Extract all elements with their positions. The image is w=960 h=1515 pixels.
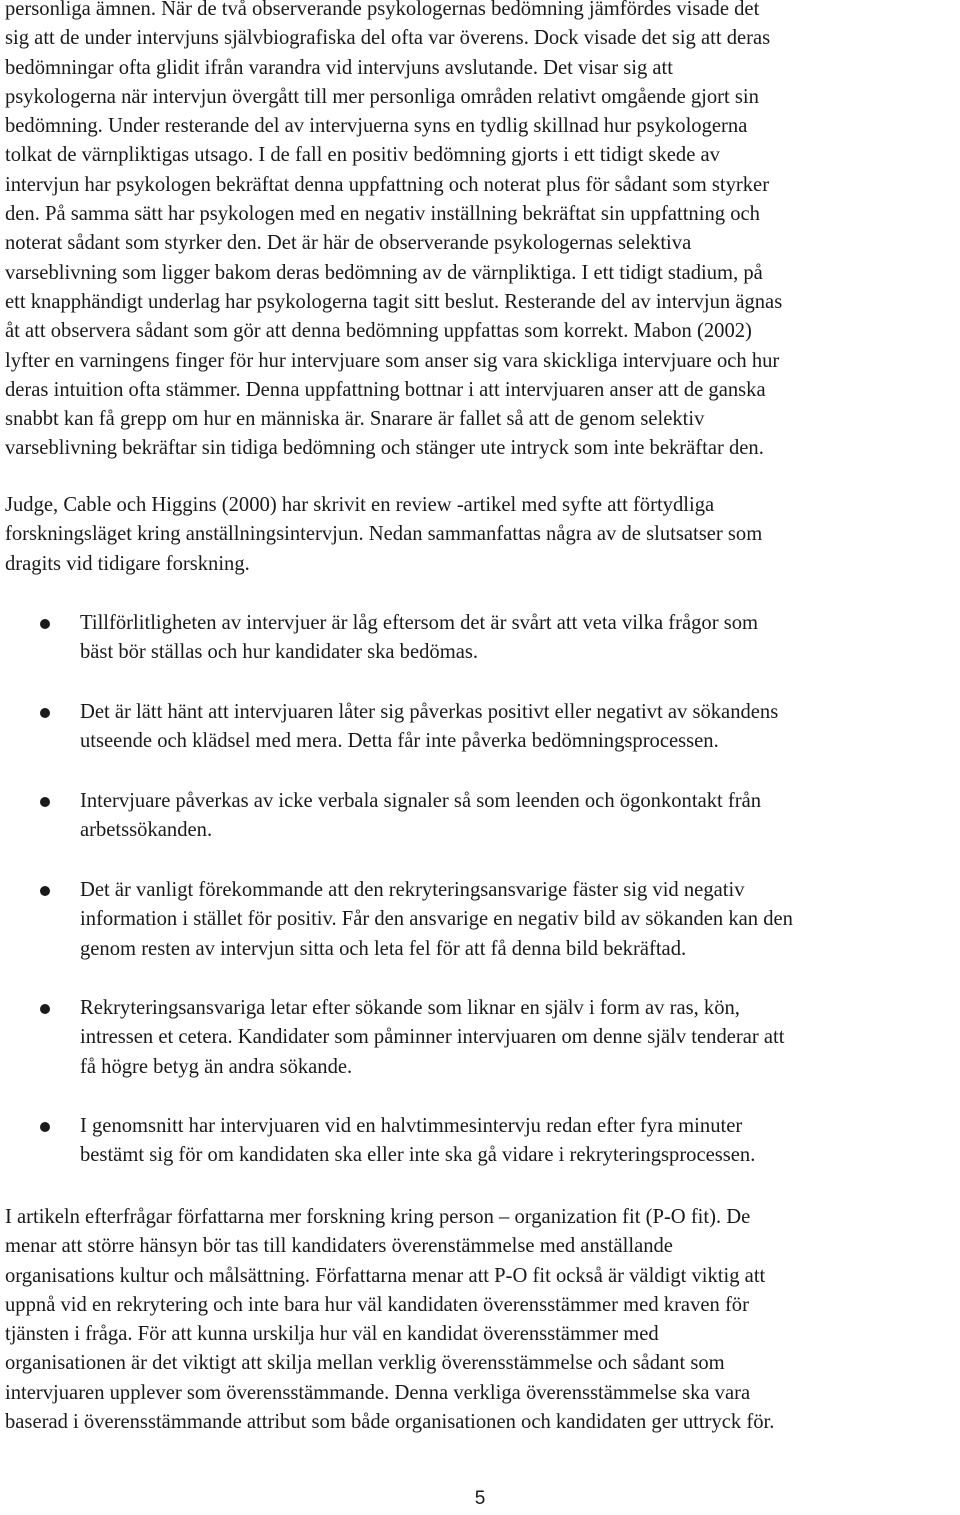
bullet-item-5: Rekryteringsansvariga letar efter sökande som liknar en själv i form av ras, kön, intressen et cetera. Kandidater som påminner intervjuaren om denne själv tenderar att få högre betyg än andra sökande. xyxy=(80,997,785,1078)
bullet-dot-icon xyxy=(40,797,50,807)
page-number: 5 xyxy=(474,1488,486,1509)
bullet-dot-icon xyxy=(40,1122,50,1132)
body-paragraph-2: Judge, Cable och Higgins (2000) har skrivit en review -artikel med syfte att förtydliga forskningsläget kring anställningsintervjun. Nedan sammanfattas några av de slutsatser som dragits vid tidigare forskning. xyxy=(5,494,763,575)
bullet-item-1: Tillförlitligheten av intervjuer är låg eftersom det är svårt att veta vilka frågor som bäst bör ställas och hur kandidater ska bedömas. xyxy=(80,612,759,664)
bullet-item-4: Det är vanligt förekommande att den rekryteringsansvarige fäster sig vid negativ information i stället för positiv. Får den ansvarige en negativ bild av sökanden kan den genom resten av intervjun sitta och leta fel för att få denna bild bekräftad. xyxy=(80,879,793,960)
body-paragraph-1: personliga ämnen. När de två observerande psykologernas bedömning jämfördes visade det sig att de under intervjuns självbiografiska del ofta var överens. Dock visade det sig att deras bedömningar ofta glidit ifrån varandra vid intervjuns avslutande. Det visar sig att psykologerna när intervjun övergått till mer personliga områden relativt omgående gjort sin bedömning. Under resterande del av intervjuerna syns en tydlig skillnad hur psykologerna tolkat de värnpliktigas utsago. I de fall en positiv bedömning gjorts i ett tidigt skede av intervjun har psykologen bekräftat denna uppfattning och noterat plus för sådant som styrker den. På samma sätt har psykologen med en negativ inställning bekräftat sin uppfattning och noterat sådant som styrker den. Det är här de observerande psykologernas selektiva varseblivning som ligger bakom deras bedömning av de värnpliktiga. I ett tidigt stadium, på ett knapphändigt underlag har psykologerna tagit sitt beslut. Resterande del av intervjun ägnas åt att observera sådant som gör att denna bedömning uppfattas som korrekt. Mabon (2002) lyfter en varningens finger för hur intervjuare som anser sig vara skickliga intervjuare och hur deras intuition ofta stämmer. Denna uppfattning bottnar i att intervjuaren anser att de ganska snabbt kan få grepp om hur en människa är. Snarare är fallet så att de genom selektiv varseblivning bekräftar sin tidiga bedömning och stänger ute intryck som inte bekräftar den. xyxy=(5,0,783,460)
bullet-dot-icon xyxy=(40,1004,50,1014)
bullet-dot-icon xyxy=(40,619,50,629)
body-paragraph-3: I artikeln efterfrågar författarna mer forskning kring person – organization fit (P-O fit). De menar att större hänsyn bör tas till kandidaters överenstämmelse med anställande organisations kultur och målsättning. Författarna menar att P-O fit också är väldigt viktig att uppnå vid en rekrytering och inte bara hur väl kandidaten överensstämmer med kraven för tjänsten i fråga. För att kunna urskilja hur väl en kandidat överensstämmer med organisationen är det viktigt att skilja mellan verklig överensstämmelse och sådant som intervjuaren upplever som överensstämmande. Denna verkliga överensstämmelse ska vara baserad i överensstämmande attribut som både organisationen och kandidaten ger uttryck för. xyxy=(5,1206,775,1434)
bullet-item-2: Det är lätt hänt att intervjuaren låter sig påverkas positivt eller negativt av sökandens utseende och klädsel med mera. Detta får inte påverka bedömningsprocessen. xyxy=(80,701,779,753)
bullet-dot-icon xyxy=(40,886,50,896)
bullet-item-3: Intervjuare påverkas av icke verbala signaler så som leenden och ögonkontakt från arbetssökanden. xyxy=(80,790,762,842)
bullet-item-6: I genomsnitt har intervjuaren vid en halvtimmesintervju redan efter fyra minuter bestämt sig för om kandidaten ska eller inte ska gå vidare i rekryteringsprocessen. xyxy=(80,1115,756,1167)
bullet-dot-icon xyxy=(40,708,50,718)
